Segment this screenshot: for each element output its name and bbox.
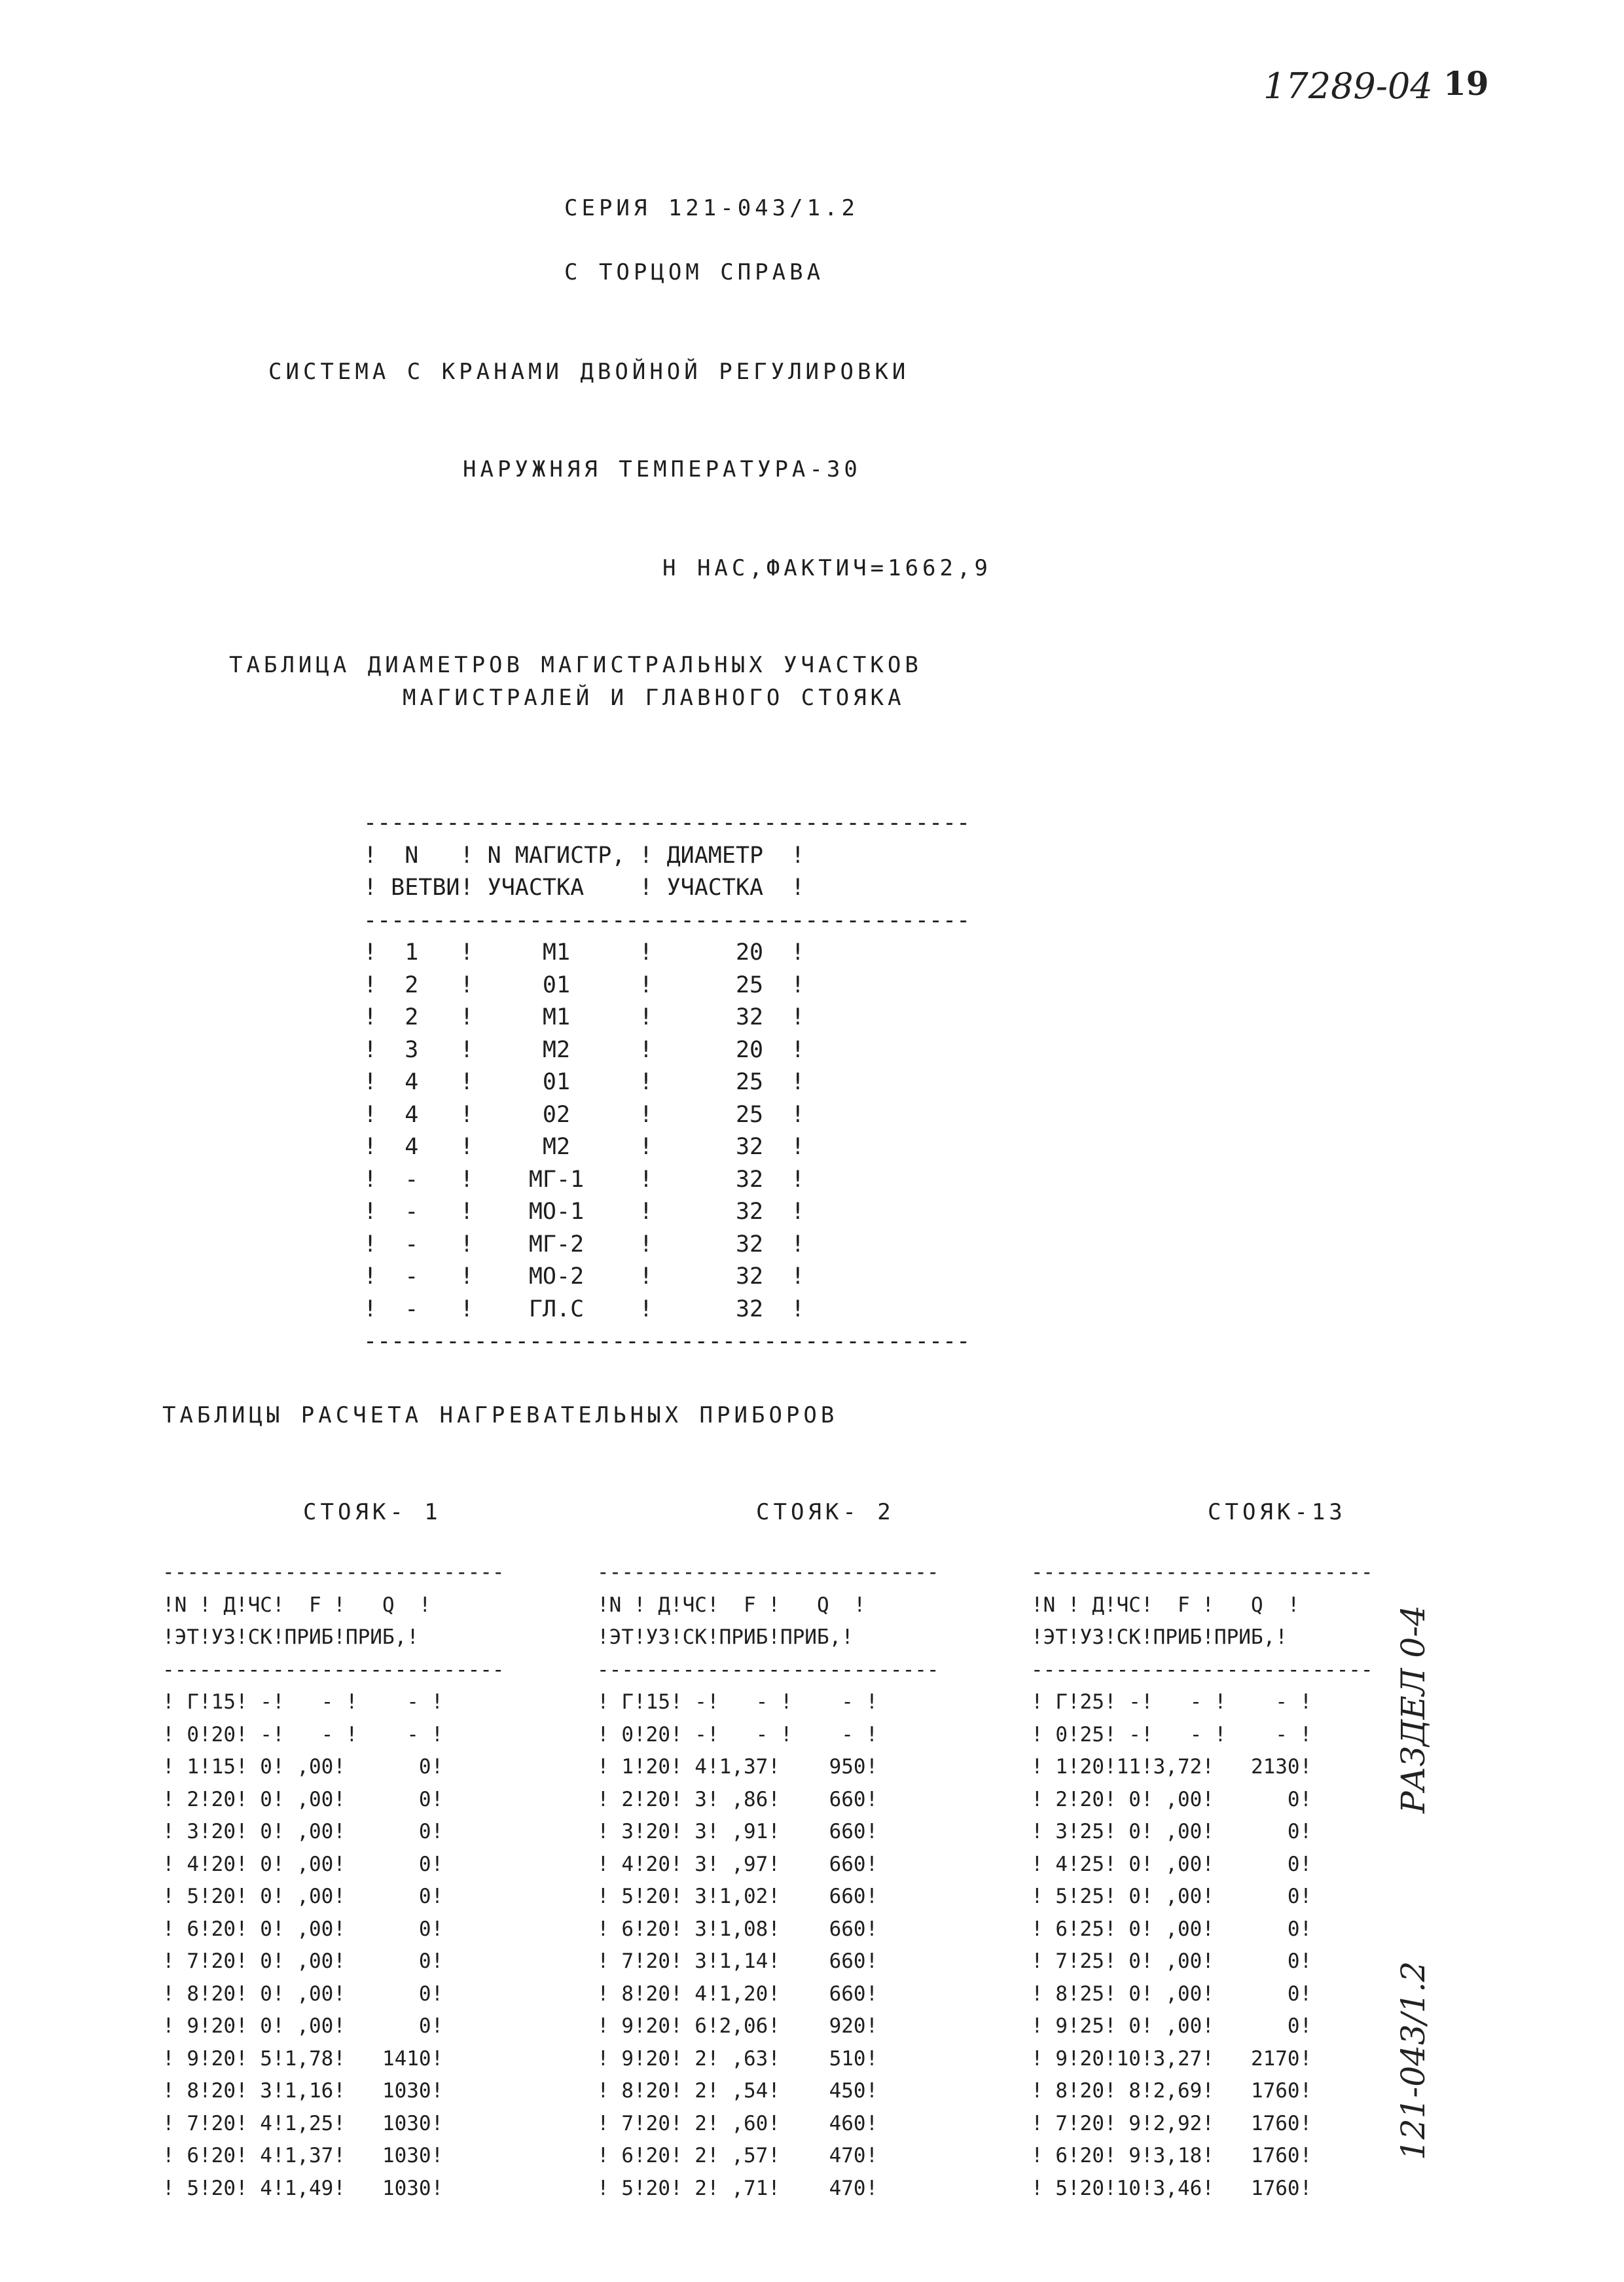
subtitle-heading: С ТОРЦОМ СПРАВА [564, 259, 825, 285]
outdoor-temp-heading: НАРУЖНЯЯ ТЕМПЕРАТУРА-30 [463, 456, 861, 482]
stoyak-2-table-text: ---------------------------- !N ! Д!ЧС! F ! Q ! !ЭТ!УЗ!СК!ПРИБ!ПРИБ,! ---------------------------- ! Г!15! -! - ! - ! ! 0!20! -! - ! - ! ! 1!20! 4!1,37! 950! ! 2!20! 3! ,86! 660! ! 3!20! 3! ,91! 660! ! 4!20! 3! ,97! 660! ! 5!20! 3!1,02! 660! ! 6!20! 3!1,08! 660! ! 7!20! 3!1,14! 660! ! 8!20! 4!1,20! 660! ! 9!20! 6!2,06! 920! ! 9!20! 2! ,63! 510! ! 8!20! 2! ,54! 450! ! 7!20! 2! ,60! 460! ! 6!20! 2! ,57! 470! ! 5!20! 2! ,71! 470! [597, 1561, 939, 2200]
diam-table [363, 782, 970, 1371]
stoyak-2-table [597, 1532, 939, 2217]
stoyak-label-13: СТОЯК-13 [1208, 1499, 1346, 1525]
diam-table-title-line1: ТАБЛИЦА ДИАМЕТРОВ МАГИСТРАЛЬНЫХ УЧАСТКОВ [229, 652, 922, 678]
stoyak-label-1: СТОЯК- 1 [303, 1499, 442, 1525]
stoyak-1-table-text: ---------------------------- !N ! Д!ЧС! F ! Q ! !ЭТ!УЗ!СК!ПРИБ!ПРИБ,! ---------------------------- ! Г!15! -! - ! - ! ! 0!20! -! - ! - ! ! 1!15! 0! ,00! 0! ! 2!20! 0! ,00! 0! ! 3!20! 0! ,00! 0! ! 4!20! 0! ,00! 0! ! 5!20! 0! ,00! 0! ! 6!20! 0! ,00! 0! ! 7!20! 0! ,00! 0! ! 8!20! 0! ,00! 0! ! 9!20! 0! ,00! 0! ! 9!20! 5!1,78! 1410! ! 8!20! 3!1,16! 1030! ! 7!20! 4!1,25! 1030! ! 6!20! 4!1,37! 1030! ! 5!20! 4!1,49! 1030! [162, 1561, 505, 2200]
handwritten-page-number: 19 [1443, 64, 1489, 103]
pressure-heading: Н НАС,ФАКТИЧ=1662,9 [662, 555, 992, 581]
handwritten-doc-number: 17289-04 [1263, 65, 1433, 107]
stoyak-1-table [162, 1532, 505, 2217]
margin-note-series: 121-043/1.2 [1394, 1961, 1432, 2160]
stoyak-13-table-text: ---------------------------- !N ! Д!ЧС! F ! Q ! !ЭТ!УЗ!СК!ПРИБ!ПРИБ,! ---------------------------- ! Г!25! -! - ! - ! ! 0!25! -! - ! - ! ! 1!20!11!3,72! 2130! ! 2!20! 0! ,00! 0! ! 3!25! 0! ,00! 0! ! 4!25! 0! ,00! 0! ! 5!25! 0! ,00! 0! ! 6!25! 0! ,00! 0! ! 7!25! 0! ,00! 0! ! 8!25! 0! ,00! 0! ! 9!25! 0! ,00! 0! ! 9!20!10!3,27! 2170! ! 8!20! 8!2,69! 1760! ! 7!20! 9!2,92! 1760! ! 6!20! 9!3,18! 1760! ! 5!20!10!3,46! 1760! [1031, 1561, 1373, 2200]
diam-table-title-line2: МАГИСТРАЛЕЙ И ГЛАВНОГО СТОЯКА [403, 685, 905, 711]
diam-table-text: -------------------------------------------- ! N ! N МАГИСТР, ! ДИАМЕТР ! ! ВЕТВИ! УЧАСТКА ! УЧАСТКА ! -------------------------------------------- ! 1 ! М1 ! 20 ! ! 2 ! 01 ! 25 ! ! 2 ! М1 ! 32 ! ! 3 ! М2 ! 20 ! ! 4 ! 01 ! 25 ! ! 4 ! 02 ! 25 ! ! 4 ! М2 ! 32 ! ! - ! МГ-1 ! 32 ! ! - ! МО-1 ! 32 ! ! - ! МГ-2 ! 32 ! ! - ! МО-2 ! 32 ! ! - ! ГЛ.С ! 32 ! -------------------------------------------- [363, 810, 971, 1354]
margin-note-section: РАЗДЕЛ 0-4 [1394, 1605, 1432, 1813]
stoyak-label-2: СТОЯК- 2 [756, 1499, 895, 1525]
system-heading: СИСТЕМА С КРАНАМИ ДВОЙНОЙ РЕГУЛИРОВКИ [268, 359, 910, 385]
stoyak-13-table [1031, 1532, 1373, 2217]
calc-tables-title: ТАБЛИЦЫ РАСЧЕТА НАГРЕВАТЕЛЬНЫХ ПРИБОРОВ [162, 1402, 839, 1428]
series-heading: СЕРИЯ 121-043/1.2 [564, 195, 859, 221]
